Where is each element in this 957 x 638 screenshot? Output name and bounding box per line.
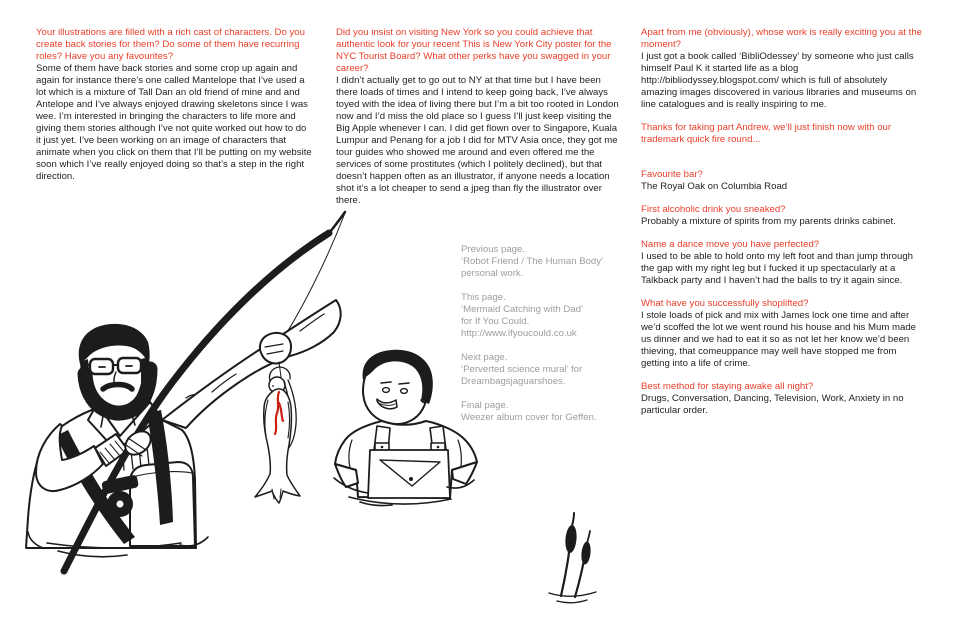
question-text: First alcoholic drink you sneaked?	[641, 204, 786, 215]
qa-block	[641, 239, 923, 287]
caption-group-next-page	[461, 352, 639, 388]
bulrushes	[549, 513, 596, 603]
qa-block	[641, 27, 923, 111]
answer-text: I didn’t actually get to go out to NY at that time but I have been there loads of times and I intend to keep going back, I’ve always toyed with the idea of living there but I’m a bit too rooted in London now and I’d miss the old place so I guess I’ll just keep visiting the Big Apple whenever I can. I did get flown over to Singapore, Kuala Lumpur and Penang for a job I did for MTV Asia once, they got me tour guides who showed me around and even offered me the services of some prostitutes (which I politely declined), but that doesn’t happen often as an illustrator, if anyone needs a location shot it’s a lot cheaper to send a jpeg than fly the illustrator over there.	[336, 75, 619, 206]
caption-line: ‘Robot Friend / The Human Body’	[461, 256, 604, 267]
question-text: Your illustrations are filled with a rich cast of characters. Do you create back stories for them? Do some of them have recurring roles? Have you any favourites?	[36, 27, 305, 62]
question-text: Apart from me (obviously), whose work is really exciting you at the moment?	[641, 27, 922, 50]
answer-text: Drugs, Conversation, Dancing, Television, Work, Anxiety in no particular order.	[641, 393, 904, 416]
caption-line-url: http://www.ifyoucould.co.uk	[461, 328, 577, 339]
question-text: Favourite bar?	[641, 169, 703, 180]
answer-text: Some of them have back stories and some crop up again and again for instance there’s one called Mantelope that I’ve used a lot which is a mixture of Tall Dan an old friend of mine and and Antelope and I’ve always enjoyed drawing skeletons since I was wee. I’m interested in bringing the characters to life more and giving them stories although I’ve not quite worked out how to do it just yet. I’ve been working on an image of characters that animate when you click on them that I’ll be putting on my website soon which I’ve really enjoyed doing so that’s a step in the right direction.	[36, 63, 312, 182]
question-text: Did you insist on visiting New York so you could achieve that authentic look for your recent This is New York City poster for the NYC Tourist Board? What other perks have you swagged in your career?	[336, 27, 612, 74]
caption-line: personal work.	[461, 268, 524, 279]
question-text: Thanks for taking part Andrew, we’ll just finish now with our trademark quick fire round...	[641, 122, 892, 145]
qa-block	[641, 381, 923, 417]
mermaid-catch	[255, 362, 300, 503]
answer-text: I used to be able to hold onto my left foot and than jump through the gap with my right leg but I fucked it up spectacularly at a Talkback party and I haven’t had the balls to try it again since.	[641, 251, 914, 286]
answer-text: I stole loads of pick and mix with James lock one time and after we’d scoffed the lot we went round his house and his Mum made us dinner and we had to eat it so as not let her know we’d been thieving, that comeuppance may well have stopped me from getting into a life of crime.	[641, 310, 917, 369]
caption-line: Next page.	[461, 352, 508, 363]
answer-text: The Royal Oak on Columbia Road	[641, 181, 788, 192]
qa-block	[336, 27, 623, 207]
caption-group-final-page	[461, 400, 639, 424]
caption-group-previous-page	[461, 244, 639, 280]
caption-line: This page.	[461, 292, 506, 303]
boy-in-dungarees	[335, 350, 477, 498]
caption-group-this-page	[461, 292, 639, 340]
qa-block	[641, 298, 923, 370]
caption-line: Weezer album cover for Geffen.	[461, 412, 597, 423]
interview-column-2	[336, 27, 623, 218]
interview-column-1	[36, 27, 313, 194]
caption-line: ‘Perverted science mural’ for	[461, 364, 583, 375]
answer-text: Probably a mixture of spirits from my parents drinks cabinet.	[641, 216, 896, 227]
question-text: What have you successfully shoplifted?	[641, 298, 809, 309]
qa-block	[641, 204, 923, 228]
qa-block-thanks	[641, 122, 923, 146]
caption-line: ‘Mermaid Catching with Dad’	[461, 304, 584, 315]
interview-column-3	[641, 27, 923, 428]
caption-line: Dreambagsjaguarshoes.	[461, 376, 566, 387]
answer-text: I just got a book called ‘BibliOdessey’ by someone who just calls himself Paul K it started life as a blog http://bibliodyssey.blogspot.com/ which is full of absolutely amazing images discovered in various libraries and museums on line catalogues and is really inspiring to me.	[641, 51, 917, 110]
question-text: Best method for staying awake all night?	[641, 381, 814, 392]
qa-block	[36, 27, 313, 183]
page-captions	[461, 244, 639, 436]
qa-block	[641, 169, 923, 193]
caption-line: for If You Could.	[461, 316, 530, 327]
caption-line: Previous page.	[461, 244, 525, 255]
question-text: Name a dance move you have perfected?	[641, 239, 820, 250]
caption-line: Final page.	[461, 400, 509, 411]
